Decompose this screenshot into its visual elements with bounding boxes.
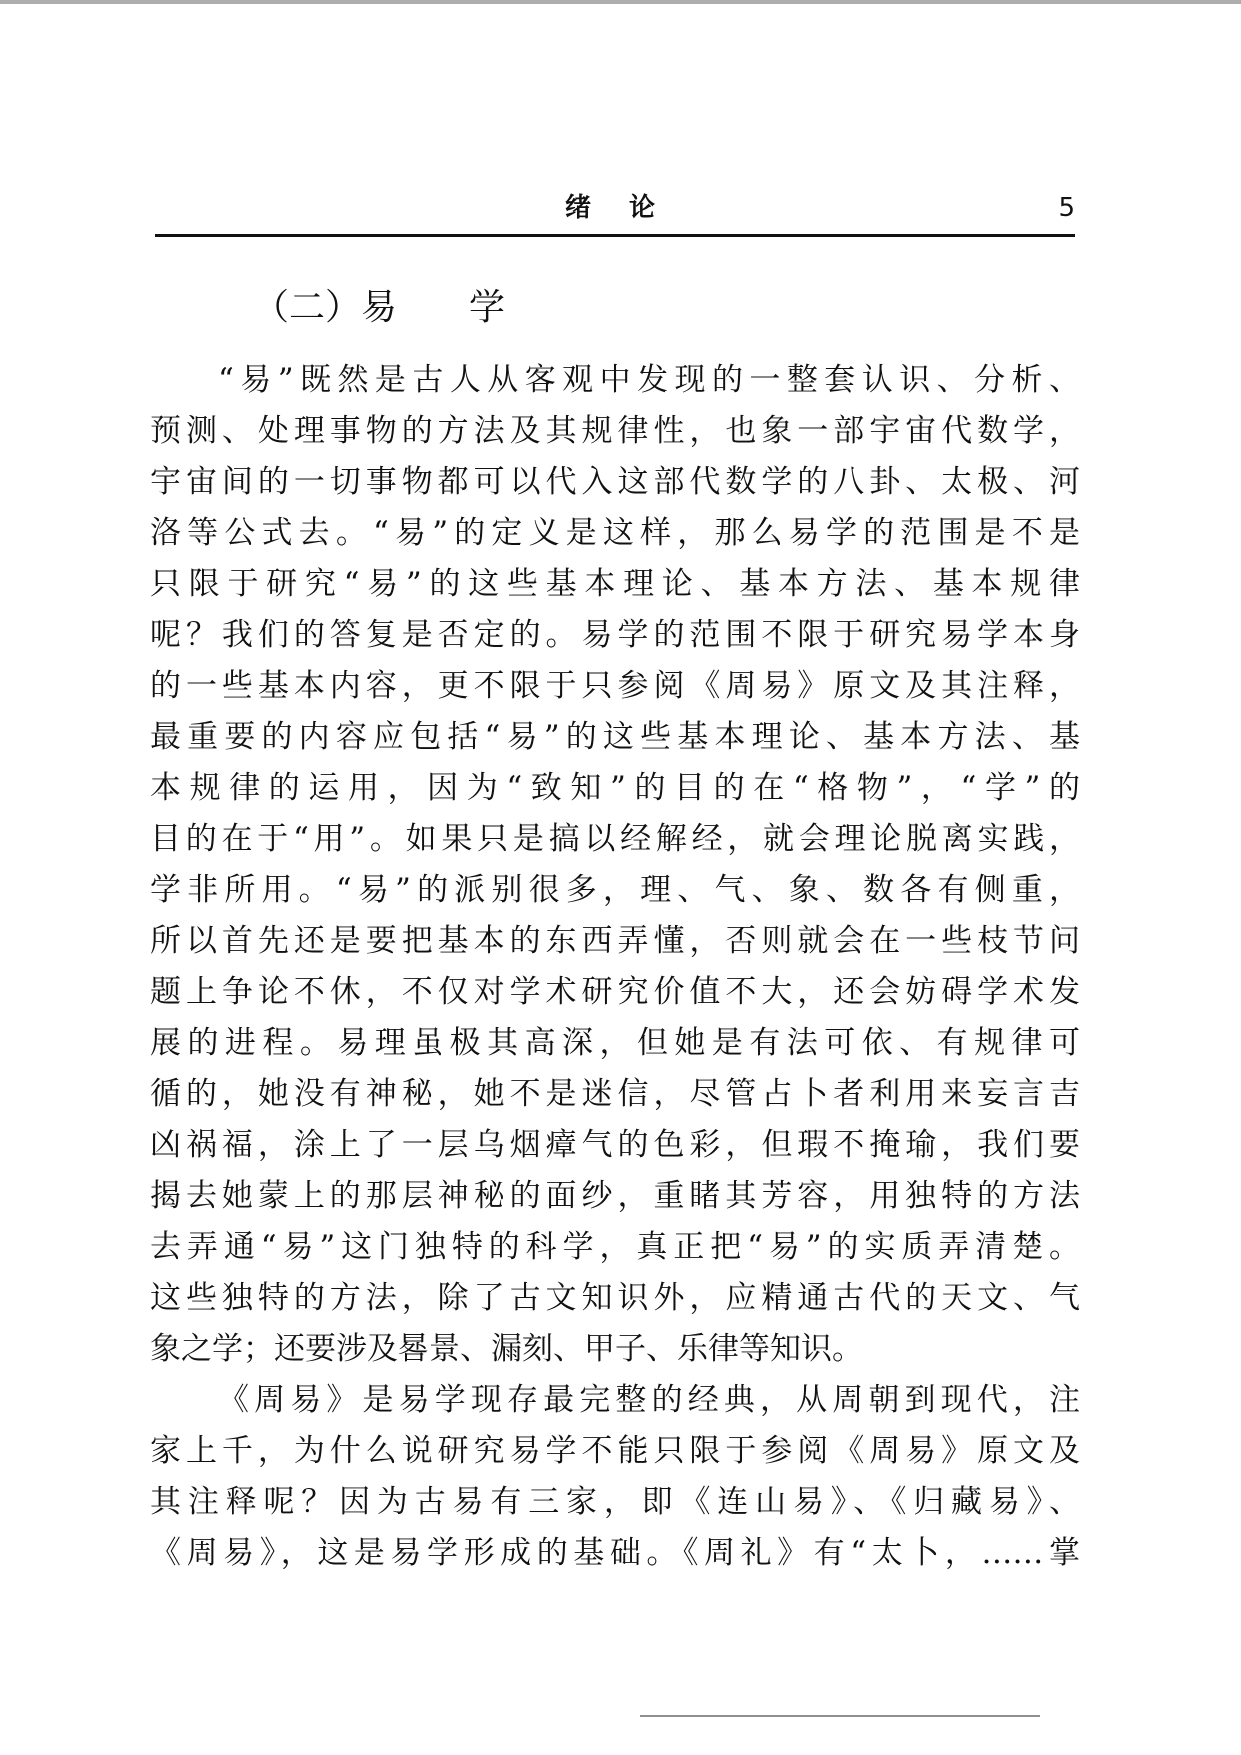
text-line: 其注释呢？因为古易有三家，即《连山易》、《归藏易》、 <box>150 1484 1080 1520</box>
text-line: 宇宙间的一切事物都可以代入这部代数学的八卦、太极、河 <box>150 464 1080 500</box>
text-line: 的一些基本内容，更不限于只参阅《周易》原文及其注释， <box>150 668 1080 704</box>
running-header <box>155 188 1075 232</box>
text-line: 呢？我们的答复是否定的。易学的范围不限于研究易学本身 <box>150 617 1080 653</box>
text-line: 家上千，为什么说研究易学不能只限于参阅《周易》原文及 <box>150 1433 1080 1469</box>
text-line: 学非所用。“易”的派别很多，理、气、象、数各有侧重， <box>150 872 1080 908</box>
text-line: 展的进程。易理虽极其高深，但她是有法可依、有规律可 <box>150 1025 1080 1061</box>
text-line: 凶祸福，涂上了一层乌烟瘴气的色彩，但瑕不掩瑜，我们要 <box>150 1127 1080 1163</box>
page-number: 5 <box>1058 193 1075 223</box>
text-line: 《周易》是易学现存最完整的经典，从周朝到现代，注 <box>218 1382 1080 1418</box>
scan-bottom-mark <box>640 1715 1040 1717</box>
text-line: 象之学；还要涉及晷景、漏刻、甲子、乐律等知识。 <box>150 1331 863 1367</box>
header-rule <box>155 234 1075 237</box>
text-line: 洛等公式去。“易”的定义是这样，那么易学的范围是不是 <box>150 515 1080 551</box>
text-line: 去弄通“易”这门独特的科学，真正把“易”的实质弄清楚。 <box>150 1229 1080 1265</box>
text-line: “易”既然是古人从客观中发现的一整套认识、分析、 <box>218 362 1080 398</box>
section-heading: （二）易 学 <box>253 287 506 328</box>
text-line: 这些独特的方法，除了古文知识外，应精通古代的天文、气 <box>150 1280 1080 1316</box>
running-title: 绪论 <box>565 193 694 223</box>
text-line: 揭去她蒙上的那层神秘的面纱，重睹其芳容，用独特的方法 <box>150 1178 1080 1214</box>
text-line: 目的在于“用”。如果只是搞以经解经，就会理论脱离实践， <box>150 821 1080 857</box>
text-line: 循的，她没有神秘，她不是迷信，尽管占卜者利用来妄言吉 <box>150 1076 1080 1112</box>
body-text <box>150 355 1080 1579</box>
text-line: 预测、处理事物的方法及其规律性，也象一部宇宙代数学， <box>150 413 1080 449</box>
text-line: 题上争论不休，不仅对学术研究价值不大，还会妨碍学术发 <box>150 974 1080 1010</box>
text-line: 本规律的运用，因为“致知”的目的在“格物”，“学”的 <box>150 770 1080 806</box>
text-line: 只限于研究“易”的这些基本理论、基本方法、基本规律 <box>150 566 1080 602</box>
scan-top-edge <box>0 0 1241 4</box>
text-line: 《周易》，这是易学形成的基础。《周礼》有“太卜，……掌 <box>150 1535 1080 1571</box>
text-line: 最重要的内容应包括“易”的这些基本理论、基本方法、基 <box>150 719 1080 755</box>
text-line: 所以首先还是要把基本的东西弄懂，否则就会在一些枝节问 <box>150 923 1080 959</box>
